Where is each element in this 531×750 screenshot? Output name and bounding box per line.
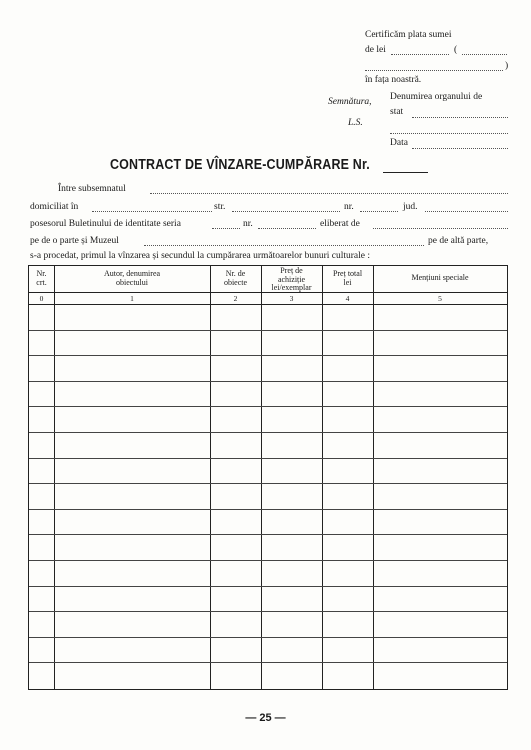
table-row[interactable] — [29, 483, 507, 484]
city-field[interactable] — [92, 211, 212, 212]
page-number: — 25 — — [245, 712, 286, 724]
certification-line-1: Certificăm plata sumei — [365, 30, 452, 40]
certification-amount-label: de lei — [365, 45, 386, 55]
table-row[interactable] — [29, 611, 507, 612]
table-row[interactable] — [29, 534, 507, 535]
header-count: Nr. de obiecte — [223, 269, 248, 287]
table-row[interactable] — [29, 662, 507, 663]
form-line-3-label-a: posesorul Buletinului de identitate seria — [30, 219, 181, 229]
number-field[interactable] — [360, 211, 398, 212]
goods-table — [28, 265, 508, 690]
form-line-3-label-b: nr. — [243, 219, 253, 229]
table-row[interactable] — [29, 406, 507, 407]
seal-label: L.S. — [348, 118, 363, 128]
col-num-0: 0 — [39, 294, 44, 303]
organ-label-2: stat — [390, 107, 404, 117]
form-line-2-label-c: nr. — [344, 202, 354, 212]
paren-close: ) — [505, 61, 509, 71]
museum-field[interactable] — [144, 245, 424, 246]
id-number-field[interactable] — [258, 228, 316, 229]
col-num-2: 2 — [233, 294, 238, 303]
col-num-5: 5 — [438, 294, 442, 303]
signature-field[interactable] — [390, 133, 508, 134]
form-line-2-label-d: jud. — [403, 202, 418, 212]
amount-field[interactable] — [391, 54, 449, 55]
table-row[interactable] — [29, 637, 507, 638]
amount-words-field-2[interactable] — [365, 70, 503, 71]
date-label: Data — [390, 138, 408, 148]
page-title: CONTRACT DE VÎNZARE-CUMPĂRARE Nr. — [110, 157, 370, 173]
header-total-price: Preț total lei — [332, 269, 363, 287]
table-row[interactable] — [29, 458, 507, 459]
signature-label: Semnătura, — [328, 97, 372, 107]
col-num-4: 4 — [345, 294, 350, 303]
form-line-3-label-c: eliberat de — [320, 219, 360, 229]
header-nr-crt: Nr. crt. — [36, 269, 47, 287]
form-line-4-label-b: pe de altă parte, — [428, 236, 489, 246]
contract-number-field[interactable] — [383, 172, 428, 173]
table-row[interactable] — [29, 509, 507, 510]
form-line-2-label-a: domiciliat în — [30, 202, 79, 212]
certification-line-4: în fața noastră. — [365, 75, 422, 85]
table-row[interactable] — [29, 586, 507, 587]
table-row[interactable] — [29, 381, 507, 382]
id-series-field[interactable] — [212, 228, 240, 229]
table-row[interactable] — [29, 355, 507, 356]
form-line-2-label-b: str. — [214, 202, 226, 212]
date-field[interactable] — [412, 148, 508, 149]
col-num-3: 3 — [289, 294, 294, 303]
paren-open: ( — [454, 45, 458, 55]
form-line-4-label-a: pe de o parte și Muzeul — [30, 236, 119, 246]
form-line-1-label: Între subsemnatul — [58, 184, 126, 194]
table-row[interactable] — [29, 432, 507, 433]
col-num-1: 1 — [130, 294, 134, 303]
county-field[interactable] — [425, 211, 508, 212]
street-field[interactable] — [232, 211, 340, 212]
header-notes: Mențiuni speciale — [411, 273, 469, 282]
amount-words-field[interactable] — [462, 54, 507, 55]
header-author: Autor, denumirea obiectului — [103, 269, 161, 287]
issued-by-field[interactable] — [373, 228, 508, 229]
header-unit-price: Preț de achiziție lei/exemplar — [271, 266, 312, 292]
table-row[interactable] — [29, 560, 507, 561]
form-line-5: s-a procedat, primul la vînzarea și secundul la cumpărarea următoarelor bunuri culturale : — [30, 251, 371, 261]
seller-name-field[interactable] — [150, 193, 508, 194]
organ-label-1: Denumirea organului de — [390, 92, 483, 102]
organ-field[interactable] — [412, 117, 508, 118]
table-row[interactable] — [29, 330, 507, 331]
